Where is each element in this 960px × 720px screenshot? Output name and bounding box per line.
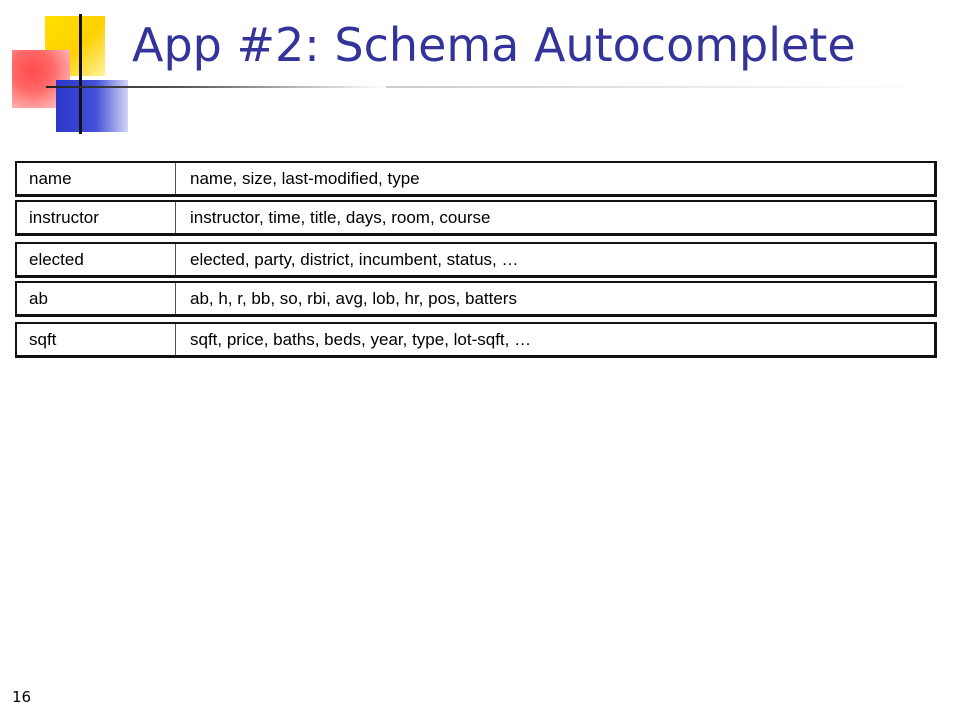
suggestions-cell: ab, h, r, bb, so, rbi, avg, lob, hr, pos, batters xyxy=(190,288,517,308)
suggestions-cell: instructor, time, title, days, room, course xyxy=(190,207,491,227)
attribute-cell: ab xyxy=(17,283,176,314)
attribute-cell: instructor xyxy=(17,202,176,233)
suggestions-cell: name, size, last-modified, type xyxy=(190,168,420,188)
attribute-cell: sqft xyxy=(17,324,176,355)
title-underline xyxy=(46,86,386,88)
slide-number: 16 xyxy=(12,688,32,706)
attribute-cell: elected xyxy=(17,244,176,275)
slide-logo xyxy=(0,0,140,140)
logo-vertical-line xyxy=(79,14,82,134)
table-row xyxy=(15,200,937,236)
suggestions-cell: sqft, price, baths, beds, year, type, lot-sqft, … xyxy=(190,329,532,349)
title-underline-fade xyxy=(386,86,926,88)
table-row xyxy=(15,322,937,358)
table-row xyxy=(15,161,937,197)
suggestions-cell: elected, party, district, incumbent, status, … xyxy=(190,249,519,269)
table-row xyxy=(15,242,937,278)
slide-title: App #2: Schema Autocomplete xyxy=(132,18,856,72)
attribute-cell: name xyxy=(17,163,176,194)
table-row xyxy=(15,281,937,317)
